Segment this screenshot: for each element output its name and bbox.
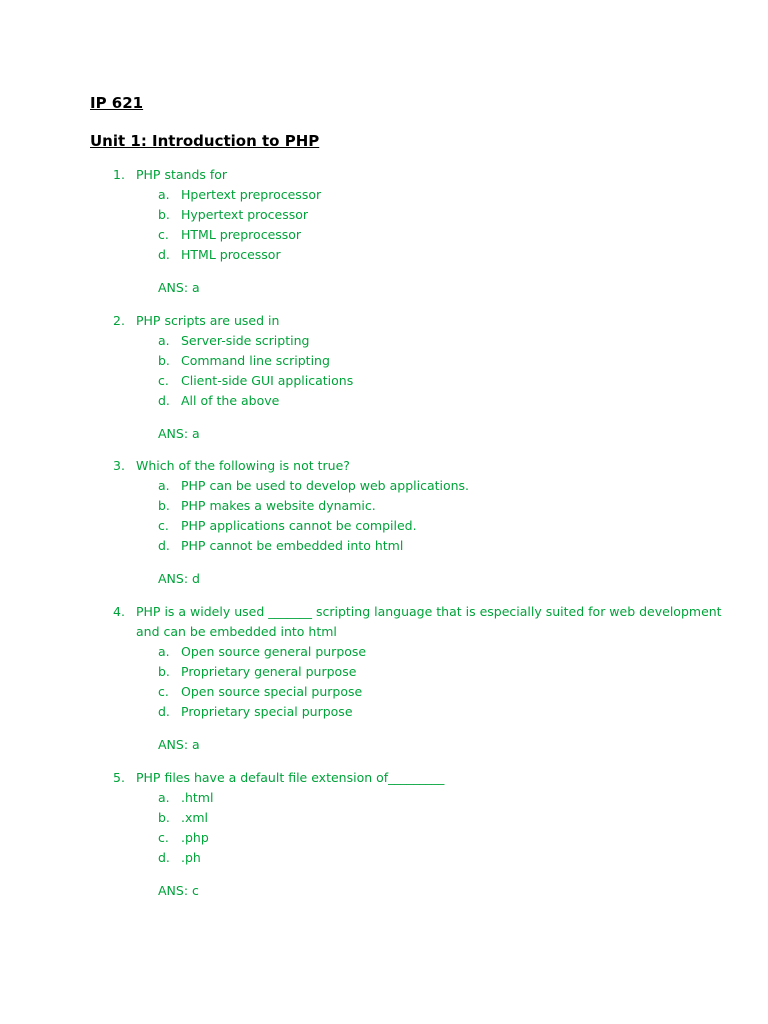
option-letter: c.	[158, 373, 169, 388]
option-text: Open source general purpose	[181, 644, 367, 659]
answer-line: ANS: c	[158, 883, 199, 898]
course-title: IP 621	[90, 94, 144, 112]
option-letter: a.	[158, 187, 170, 202]
option-text: HTML preprocessor	[181, 227, 302, 242]
option-text: Open source special purpose	[181, 684, 363, 699]
unit-title: Unit 1: Introduction to PHP	[90, 132, 320, 150]
option-letter: d.	[158, 538, 170, 553]
option-letter: d.	[158, 393, 170, 408]
question-text: PHP stands for	[136, 167, 228, 182]
option-text: PHP applications cannot be compiled.	[181, 518, 417, 533]
option-letter: d.	[158, 247, 170, 262]
question-number: 5.	[113, 770, 125, 785]
option-text: All of the above	[181, 393, 280, 408]
option-text: Server-side scripting	[181, 333, 310, 348]
option-letter: b.	[158, 810, 170, 825]
question-number: 3.	[113, 458, 125, 473]
option-letter: c.	[158, 830, 169, 845]
option-text: HTML processor	[181, 247, 281, 262]
option-letter: a.	[158, 333, 170, 348]
option-letter: b.	[158, 207, 170, 222]
answer-line: ANS: a	[158, 737, 200, 752]
option-text: Command line scripting	[181, 353, 330, 368]
option-letter: b.	[158, 664, 170, 679]
option-letter: d.	[158, 704, 170, 719]
option-text: .xml	[181, 810, 209, 825]
answer-line: ANS: d	[158, 571, 200, 586]
option-letter: b.	[158, 353, 170, 368]
option-text: .ph	[181, 850, 201, 865]
option-text: Hpertext preprocessor	[181, 187, 322, 202]
option-letter: a.	[158, 790, 170, 805]
question-number: 4.	[113, 604, 125, 619]
option-letter: d.	[158, 850, 170, 865]
option-text: Client-side GUI applications	[181, 373, 354, 388]
option-text: PHP cannot be embedded into html	[181, 538, 404, 553]
option-letter: c.	[158, 227, 169, 242]
question-text: PHP files have a default file extension of_________	[136, 770, 445, 785]
question-number: 1.	[113, 167, 125, 182]
option-text: PHP can be used to develop web applications.	[181, 478, 470, 493]
answer-line: ANS: a	[158, 280, 200, 295]
question-text: and can be embedded into html	[136, 624, 337, 639]
question-text: PHP is a widely used _______ scripting language that is especially suited for web development	[136, 604, 722, 619]
option-text: PHP makes a website dynamic.	[181, 498, 376, 513]
option-text: Hypertext processor	[181, 207, 309, 222]
option-letter: c.	[158, 684, 169, 699]
question-number: 2.	[113, 313, 125, 328]
question-text: PHP scripts are used in	[136, 313, 280, 328]
option-letter: b.	[158, 498, 170, 513]
option-letter: a.	[158, 644, 170, 659]
option-text: Proprietary special purpose	[181, 704, 353, 719]
option-text: .html	[181, 790, 214, 805]
answer-line: ANS: a	[158, 426, 200, 441]
option-text: Proprietary general purpose	[181, 664, 357, 679]
option-letter: a.	[158, 478, 170, 493]
option-text: .php	[181, 830, 209, 845]
option-letter: c.	[158, 518, 169, 533]
question-text: Which of the following is not true?	[136, 458, 350, 473]
